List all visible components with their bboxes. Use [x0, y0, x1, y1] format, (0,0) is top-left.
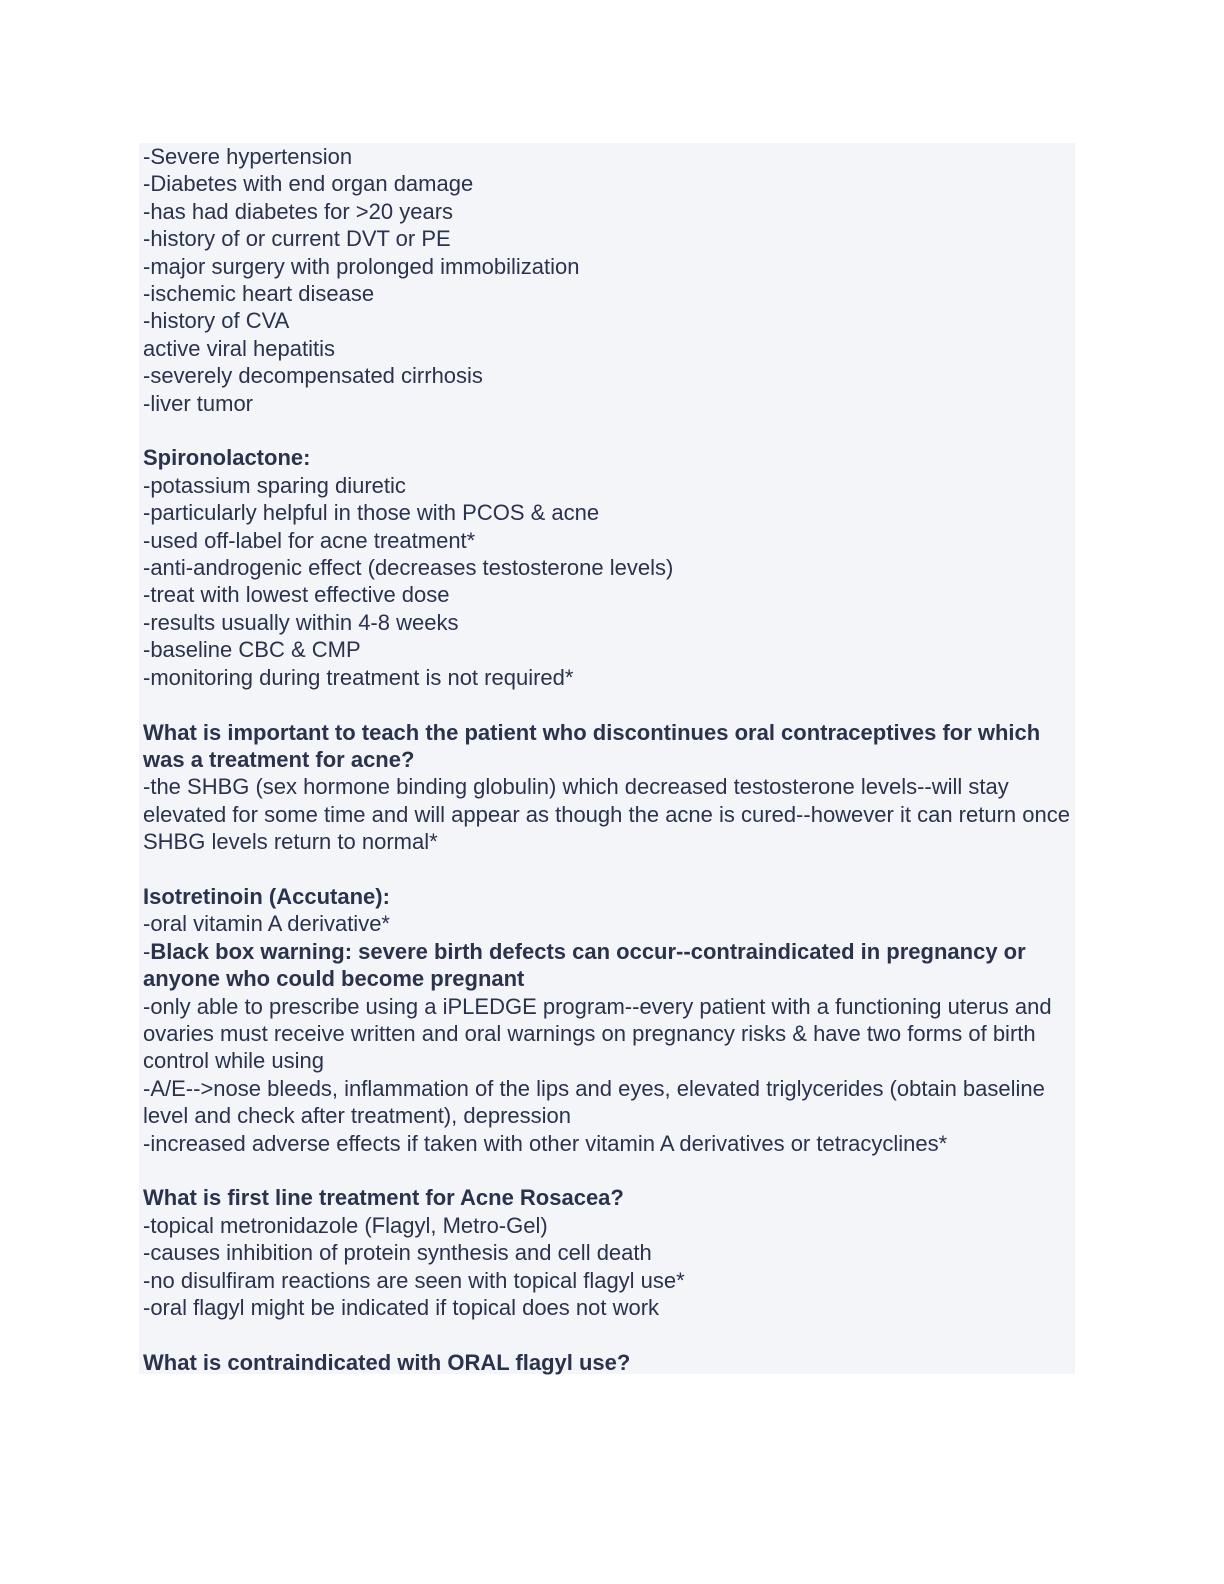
- list-item: -oral flagyl might be indicated if topical does not work: [143, 1295, 660, 1320]
- paragraph-spacer: [143, 1321, 1073, 1348]
- list-item: -history of CVA: [143, 308, 290, 334]
- discontinue-ocp-section: [143, 719, 1073, 856]
- spironolactone-heading: Spironolactone:: [143, 445, 311, 471]
- paragraph-spacer: [143, 1157, 1073, 1184]
- list-item: -particularly helpful in those with PCOS & acne: [143, 500, 600, 526]
- list-item: -treat with lowest effective dose: [143, 582, 450, 608]
- list-item: -monitoring during treatment is not required*: [143, 664, 574, 690]
- discontinue-ocp-question: What is important to teach the patient who discontinues oral contraceptives for which was a treatment for acne?: [143, 719, 1041, 772]
- list-item: -anti-androgenic effect (decreases testosterone levels): [143, 555, 674, 581]
- oral-flagyl-section: [143, 1349, 1073, 1376]
- list-item: -causes inhibition of protein synthesis and cell death: [143, 1240, 652, 1266]
- isotretinoin-heading: Isotretinoin (Accutane):: [143, 883, 390, 909]
- paragraph-spacer: [143, 417, 1073, 444]
- list-item: -has had diabetes for >20 years: [143, 198, 454, 224]
- discontinue-ocp-answer: -the SHBG (sex hormone binding globulin) which decreased testosterone levels--will stay elevated for some time and will appear as though the acne is cured--however it can return once SHBG levels return to normal*: [143, 774, 1070, 855]
- oral-flagyl-question: What is contraindicated with ORAL flagyl use?: [143, 1349, 631, 1375]
- list-item: -history of or current DVT or PE: [143, 226, 451, 252]
- contraindications-list: [143, 143, 1073, 417]
- list-item: -no disulfiram reactions are seen with topical flagyl use*: [143, 1267, 685, 1293]
- list-item: -baseline CBC & CMP: [143, 637, 361, 663]
- list-item: -only able to prescribe using a iPLEDGE program--every patient with a functioning uterus and ovaries must receive written and oral warnings on pregnancy risks & have two forms of birth control while using: [143, 993, 1052, 1074]
- warning-text: Black box warning: severe birth defects can occur--contraindicated in pregnancy or anyone who could become pregnant: [143, 938, 1026, 992]
- document-body: [143, 143, 1073, 1376]
- list-item: -severely decompensated cirrhosis: [143, 363, 483, 389]
- warning-prefix: -: [143, 938, 151, 964]
- paragraph-spacer: [143, 691, 1073, 718]
- list-item: -Diabetes with end organ damage: [143, 171, 474, 197]
- black-box-warning: [143, 938, 1073, 993]
- list-item: -ischemic heart disease: [143, 281, 375, 307]
- paragraph-spacer: [143, 856, 1073, 883]
- list-item: -major surgery with prolonged immobilization: [143, 253, 580, 279]
- rosacea-question: What is first line treatment for Acne Rosacea?: [143, 1185, 624, 1211]
- list-item: -liver tumor: [143, 390, 254, 416]
- list-item: active viral hepatitis: [143, 335, 335, 361]
- list-item: -results usually within 4-8 weeks: [143, 609, 459, 635]
- spironolactone-section: [143, 444, 1073, 691]
- list-item: -increased adverse effects if taken with other vitamin A derivatives or tetracyclines*: [143, 1130, 948, 1156]
- list-item: -topical metronidazole (Flagyl, Metro-Gel): [143, 1212, 548, 1238]
- list-item: -Severe hypertension: [143, 144, 353, 169]
- list-item: -A/E-->nose bleeds, inflammation of the lips and eyes, elevated triglycerides (obtain baseline level and check after treatment), depression: [143, 1075, 1045, 1129]
- list-item: -oral vitamin A derivative*: [143, 911, 390, 937]
- isotretinoin-section: [143, 883, 1073, 1157]
- list-item: -used off-label for acne treatment*: [143, 527, 476, 553]
- rosacea-section: [143, 1184, 1073, 1321]
- list-item: -potassium sparing diuretic: [143, 472, 406, 498]
